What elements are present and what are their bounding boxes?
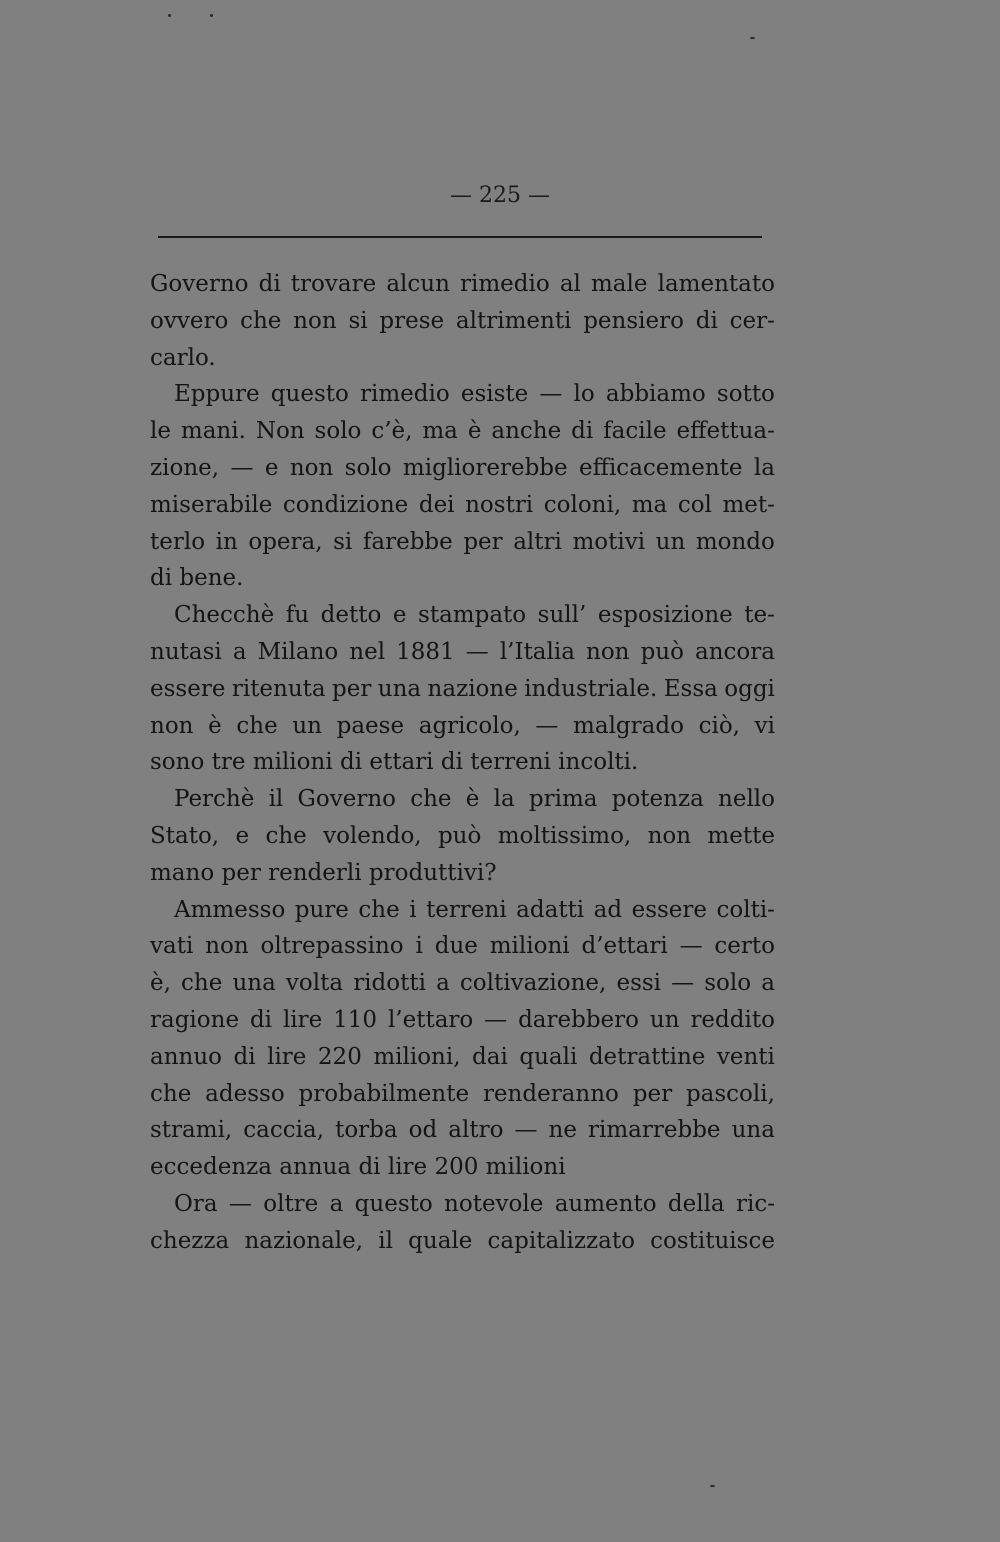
scan-speck bbox=[168, 14, 171, 17]
text-line: zione, — e non solo migliorerebbe efficacemente la bbox=[150, 454, 775, 481]
scan-speck bbox=[210, 14, 213, 17]
text-line: eccedenza annua di lire 200 milioni bbox=[150, 1154, 566, 1181]
text-line: nutasi a Milano nel 1881 — l’Italia non può ancora bbox=[150, 638, 775, 665]
text-line: di bene. bbox=[150, 565, 244, 592]
text-line: carlo. bbox=[150, 344, 216, 371]
body-text bbox=[150, 266, 775, 1260]
text-line: Governo di trovare alcun rimedio al male lamentato bbox=[150, 271, 775, 297]
text-line: strami, caccia, torba od altro — ne rimarrebbe una bbox=[150, 1117, 775, 1144]
text-line: sono tre milioni di ettari di terreni incolti. bbox=[150, 749, 639, 776]
text-line: Ammesso pure che i terreni adatti ad essere colti- bbox=[174, 896, 775, 923]
text-line: le mani. Non solo c’è, ma è anche di facile effettua- bbox=[150, 418, 775, 445]
text-line: chezza nazionale, il quale capitalizzato costituisce bbox=[150, 1227, 775, 1254]
text-line: miserabile condizione dei nostri coloni, ma col met- bbox=[150, 491, 775, 518]
text-line: annuo di lire 220 milioni, dai quali detrattine venti bbox=[150, 1043, 775, 1070]
page-number: — 225 — bbox=[450, 183, 550, 208]
text-line: che adesso probabilmente renderanno per pascoli, bbox=[150, 1080, 775, 1107]
text-line: mano per renderli produttivi? bbox=[150, 859, 497, 886]
text-line: ovvero che non si prese altrimenti pensiero di cer- bbox=[150, 307, 775, 334]
text-line: Stato, e che volendo, può moltissimo, non mette bbox=[150, 822, 775, 849]
header-rule bbox=[158, 236, 762, 238]
text-line: terlo in opera, si farebbe per altri motivi un mondo bbox=[150, 528, 775, 555]
text-line: non è che un paese agricolo, — malgrado ciò, vi bbox=[150, 712, 775, 739]
text-line: essere ritenuta per una nazione industriale. Essa oggi bbox=[150, 675, 775, 702]
text-line: Ora — oltre a questo notevole aumento della ric- bbox=[174, 1190, 775, 1217]
text-line: vati non oltrepassino i due milioni d’ettari — certo bbox=[150, 933, 775, 960]
scan-speck bbox=[710, 1485, 715, 1487]
text-line: Perchè il Governo che è la prima potenza nello bbox=[174, 786, 775, 813]
scan-speck bbox=[750, 37, 755, 39]
text-line: Eppure questo rimedio esiste — lo abbiamo sotto bbox=[174, 381, 775, 408]
text-line: ragione di lire 110 l’ettaro — darebbero un reddito bbox=[150, 1006, 775, 1033]
text-line: Checchè fu detto e stampato sull’ esposizione te- bbox=[174, 602, 775, 629]
text-line: è, che una volta ridotti a coltivazione, essi — solo a bbox=[150, 970, 775, 997]
